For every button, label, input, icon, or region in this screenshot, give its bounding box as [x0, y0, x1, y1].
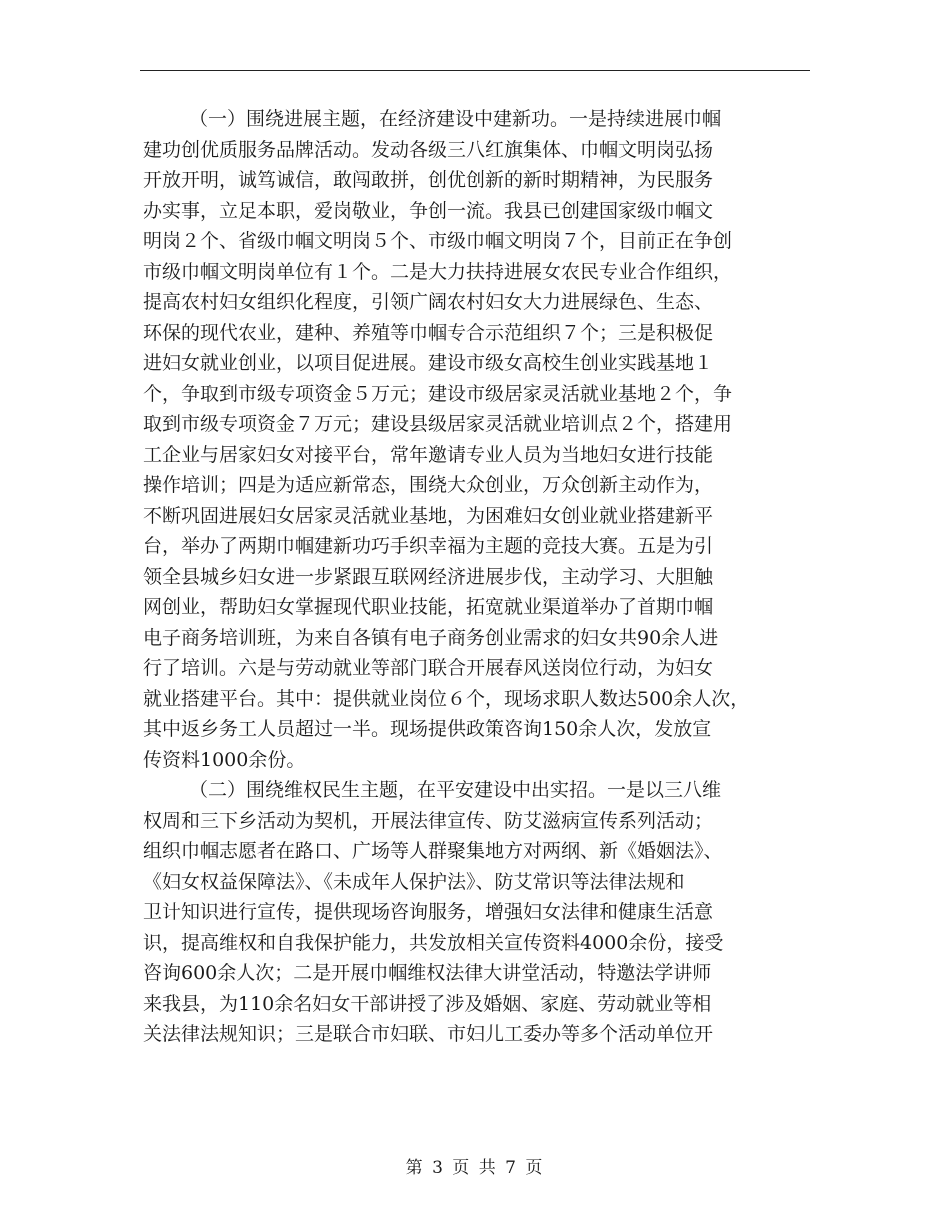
text-line: 办实事，立足本职，爱岗敬业，争创一流。我县已创建国家级巾帼文 — [143, 199, 714, 222]
text-line: 不断巩固进展妇女居家灵活就业基地，为困难妇女创业就业搭建新平 — [143, 504, 714, 527]
text-line: 识，提高维权和自我保护能力，共发放相关宣传资料4000余份，接受 — [143, 931, 724, 954]
text-line: 来我县，为110余名妇女干部讲授了涉及婚姻、家庭、劳动就业等相 — [143, 992, 712, 1015]
text-line: 其中返乡务工人员超过一半。现场提供政策咨询150余人次，发放宣 — [143, 718, 712, 740]
text-line: 《妇女权益保障法》、《未成年人保护法》、防艾常识等法律法规和 — [143, 870, 685, 893]
text-line: 关法律法规知识；三是联合市妇联、市妇儿工委办等多个活动单位开 — [143, 1023, 714, 1045]
text-line: 操作培训；四是为适应新常态，围绕大众创业，万众创新主动作为， — [143, 474, 714, 496]
text-line: 权周和三下乡活动为契机，开展法律宣传、防艾滋病宣传系列活动； — [143, 809, 714, 832]
text-line: 传资料1000余份。 — [143, 748, 306, 771]
text-line: （二）围绕维权民生主题，在平安建设中出实招。一是以三八维 — [189, 779, 722, 801]
text-line: 市级巾帼文明岗单位有１个。二是大力扶持进展女农民专业合作组织， — [143, 260, 733, 283]
header-rule — [140, 70, 810, 71]
text-line: 电子商务培训班，为来自各镇有电子商务创业需求的妇女共90余人进 — [143, 626, 719, 649]
text-line: 工企业与居家妇女对接平台，常年邀请专业人员为当地妇女进行技能 — [143, 443, 714, 466]
text-line: 领全县城乡妇女进一步紧跟互联网经济进展步伐，主动学习、大胆触 — [143, 565, 714, 588]
text-line: 建功创优质服务品牌活动。发动各级三八红旗集体、巾帼文明岗弘扬 — [143, 138, 714, 161]
text-line: 环保的现代农业，建种、养殖等巾帼专合示范组织７个；三是积极促 — [143, 321, 714, 344]
text-line: 台，举办了两期巾帼建新功巧手织幸福为主题的竞技大赛。五是为引 — [143, 535, 714, 557]
text-line: 网创业，帮助妇女掌握现代职业技能，拓宽就业渠道举办了首期巾帼 — [143, 596, 714, 618]
text-line: 开放开明，诚笃诚信，敢闯敢拼，创优创新的新时期精神，为民服务 — [143, 169, 714, 191]
text-line: 就业搭建平台。其中：提供就业岗位６个，现场求职人数达500余人次， — [143, 687, 750, 710]
paragraph-1 — [143, 104, 811, 775]
text-line: 明岗２个、省级巾帼文明岗５个、市级巾帼文明岗７个，目前正在争创 — [143, 230, 733, 252]
text-line: 行了培训。六是与劳动就业等部门联合开展春风送岗位行动，为妇女 — [143, 657, 714, 679]
text-line: （一）围绕进展主题，在经济建设中建新功。一是持续进展巾帼 — [189, 108, 722, 130]
document-body — [143, 104, 811, 1050]
text-line: 组织巾帼志愿者在路口、广场等人群聚集地方对两纲、新《婚姻法》、 — [143, 840, 723, 862]
text-line: 提高农村妇女组织化程度，引领广阔农村妇女大力进展绿色、生态、 — [143, 291, 714, 313]
text-line: 取到市级专项资金７万元；建设县级居家灵活就业培训点２个，搭建用 — [143, 413, 733, 435]
text-line: 进妇女就业创业，以项目促进展。建设市级女高校生创业实践基地１ — [143, 352, 714, 374]
text-line: 咨询600余人次；二是开展巾帼维权法律大讲堂活动，特邀法学讲师 — [143, 962, 712, 984]
text-line: 卫计知识进行宣传，提供现场咨询服务，增强妇女法律和健康生活意 — [143, 901, 714, 923]
page-number: 第 3 页 共 7 页 — [405, 1158, 545, 1178]
text-line: 个，争取到市级专项资金５万元；建设市级居家灵活就业基地２个，争 — [143, 382, 733, 405]
paragraph-2 — [143, 775, 811, 1050]
